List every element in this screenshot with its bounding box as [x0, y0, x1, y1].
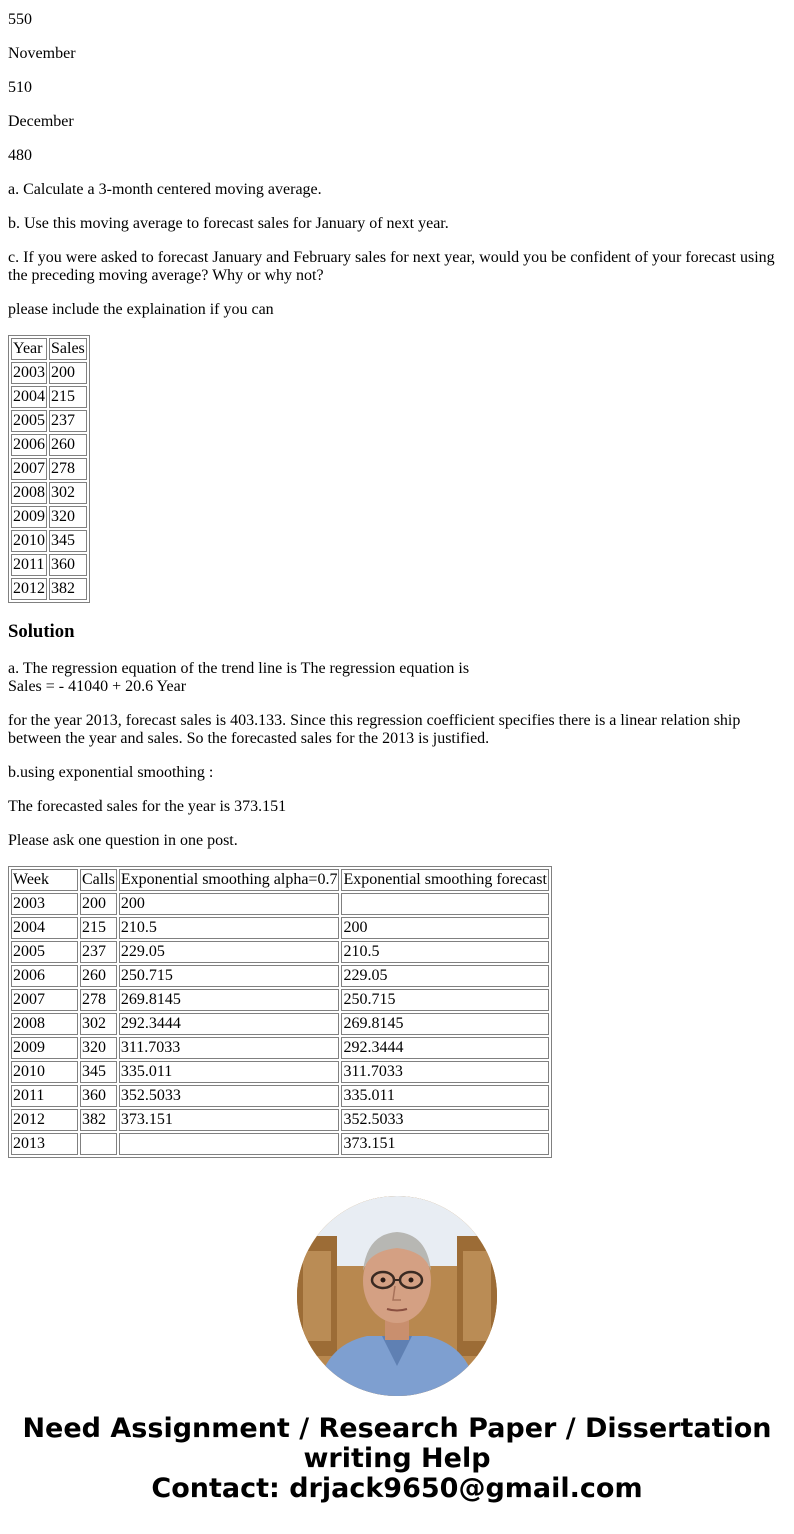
table-cell: 373.151 — [119, 1109, 340, 1131]
regression-paragraph — [8, 660, 786, 696]
question-line: 510 — [8, 79, 32, 96]
table-cell: 250.715 — [341, 989, 549, 1011]
table-cell: 2011 — [11, 1085, 78, 1107]
table-cell: 2006 — [11, 434, 47, 456]
table-cell — [80, 1133, 117, 1155]
table-cell: 360 — [49, 554, 87, 576]
table-cell: 2010 — [11, 530, 47, 552]
table-row — [11, 965, 549, 987]
exponential-result: The forecasted sales for the year is 373.151 — [8, 798, 287, 815]
table-row — [11, 362, 87, 384]
table-cell: 382 — [80, 1109, 117, 1131]
table-cell: 2003 — [11, 362, 47, 384]
table-row — [11, 1013, 549, 1035]
table-cell: 2007 — [11, 458, 47, 480]
table-header-cell: Sales — [49, 338, 87, 360]
table-cell: 2013 — [11, 1133, 78, 1155]
table-row — [11, 458, 87, 480]
table-cell: 2009 — [11, 506, 47, 528]
table-cell: 2006 — [11, 965, 78, 987]
table-cell: 2011 — [11, 554, 47, 576]
table-cell: 210.5 — [119, 917, 340, 939]
table-cell: 200 — [341, 917, 549, 939]
table-row — [11, 1109, 549, 1131]
author-avatar — [297, 1196, 497, 1396]
table-row — [11, 917, 549, 939]
regression-line: a. The regression equation of the trend line is The regression equation is — [8, 660, 470, 677]
table-cell: 352.5033 — [119, 1085, 340, 1107]
smoothing-table — [8, 866, 552, 1158]
table-row — [11, 554, 87, 576]
table-row — [11, 482, 87, 504]
forecast-paragraph: for the year 2013, forecast sales is 403.133. Since this regression coefficient specifies there is a linear relation ship between the year and sales. So the forecasted sales for the 2013 is justified. — [8, 712, 741, 747]
table-cell: 345 — [80, 1061, 117, 1083]
help-banner — [0, 1414, 794, 1504]
table-cell: 292.3444 — [119, 1013, 340, 1035]
table-header-cell: Year — [11, 338, 47, 360]
table-cell: 237 — [80, 941, 117, 963]
table-header-row — [11, 869, 549, 891]
table-row — [11, 410, 87, 432]
table-row — [11, 989, 549, 1011]
table-row — [11, 1085, 549, 1107]
table-cell: 215 — [80, 917, 117, 939]
table-row — [11, 941, 549, 963]
table-row — [11, 1037, 549, 1059]
table-cell: 352.5033 — [341, 1109, 549, 1131]
table-cell: 2005 — [11, 941, 78, 963]
solution-heading: Solution — [8, 621, 75, 642]
table-cell: 320 — [80, 1037, 117, 1059]
exponential-intro: b.using exponential smoothing : — [8, 764, 214, 781]
table-cell: 335.011 — [341, 1085, 549, 1107]
table-cell: 311.7033 — [119, 1037, 340, 1059]
table-cell: 260 — [80, 965, 117, 987]
table-cell: 269.8145 — [119, 989, 340, 1011]
table-cell: 2004 — [11, 917, 78, 939]
author-photo-container — [8, 1196, 786, 1396]
table-header-cell: Exponential smoothing alpha=0.7 — [119, 869, 340, 891]
table-cell: 2003 — [11, 893, 78, 915]
table-cell: 2012 — [11, 1109, 78, 1131]
table-row — [11, 530, 87, 552]
table-row — [11, 893, 549, 915]
table-cell: 2007 — [11, 989, 78, 1011]
table-row — [11, 434, 87, 456]
author-portrait-image — [297, 1196, 497, 1396]
table-cell: 210.5 — [341, 941, 549, 963]
question-line: 550 — [8, 11, 32, 28]
table-cell: 2010 — [11, 1061, 78, 1083]
table-cell — [119, 1133, 340, 1155]
table-cell: 2012 — [11, 578, 47, 600]
contact-email: Contact: drjack9650@gmail.com — [151, 1473, 643, 1504]
help-banner-line: writing Help — [303, 1443, 491, 1474]
table-header-row — [11, 338, 87, 360]
table-cell: 360 — [80, 1085, 117, 1107]
table-row — [11, 386, 87, 408]
table-cell: 2008 — [11, 482, 47, 504]
question-part-a: a. Calculate a 3-month centered moving average. — [8, 181, 322, 198]
table-header-cell: Calls — [80, 869, 117, 891]
table-cell: 200 — [80, 893, 117, 915]
table-cell: 2008 — [11, 1013, 78, 1035]
question-part-b: b. Use this moving average to forecast sales for January of next year. — [8, 215, 449, 232]
table-header-cell: Week — [11, 869, 78, 891]
sales-table — [8, 335, 90, 603]
table-row — [11, 1061, 549, 1083]
table-cell: 2005 — [11, 410, 47, 432]
question-line: December — [8, 113, 74, 130]
question-request: please include the explaination if you can — [8, 301, 274, 318]
table-cell: 345 — [49, 530, 87, 552]
help-banner-line: Need Assignment / Research Paper / Dissertation — [22, 1413, 772, 1444]
table-cell: 237 — [49, 410, 87, 432]
table-cell: 229.05 — [341, 965, 549, 987]
table-cell: 278 — [80, 989, 117, 1011]
table-cell: 229.05 — [119, 941, 340, 963]
table-cell: 382 — [49, 578, 87, 600]
table-cell: 278 — [49, 458, 87, 480]
table-cell: 320 — [49, 506, 87, 528]
question-line: November — [8, 45, 76, 62]
question-part-c: c. If you were asked to forecast January and February sales for next year, would you be confident of your forecast using the preceding moving average? Why or why not? — [8, 249, 775, 284]
regression-equation: Sales = - 41040 + 20.6 Year — [8, 678, 187, 695]
table-cell: 260 — [49, 434, 87, 456]
post-note: Please ask one question in one post. — [8, 832, 238, 849]
question-line: 480 — [8, 147, 32, 164]
table-cell: 335.011 — [119, 1061, 340, 1083]
table-cell: 373.151 — [341, 1133, 549, 1155]
table-row — [11, 1133, 549, 1155]
table-cell: 250.715 — [119, 965, 340, 987]
table-cell: 269.8145 — [341, 1013, 549, 1035]
table-cell: 2004 — [11, 386, 47, 408]
table-row — [11, 578, 87, 600]
table-cell: 302 — [80, 1013, 117, 1035]
table-cell: 2009 — [11, 1037, 78, 1059]
table-cell: 292.3444 — [341, 1037, 549, 1059]
table-row — [11, 506, 87, 528]
table-cell: 215 — [49, 386, 87, 408]
table-header-cell: Exponential smoothing forecast — [341, 869, 549, 891]
table-cell: 302 — [49, 482, 87, 504]
table-cell: 200 — [119, 893, 340, 915]
table-cell: 311.7033 — [341, 1061, 549, 1083]
document-body — [0, 11, 794, 1396]
table-cell: 200 — [49, 362, 87, 384]
table-cell — [341, 893, 549, 915]
